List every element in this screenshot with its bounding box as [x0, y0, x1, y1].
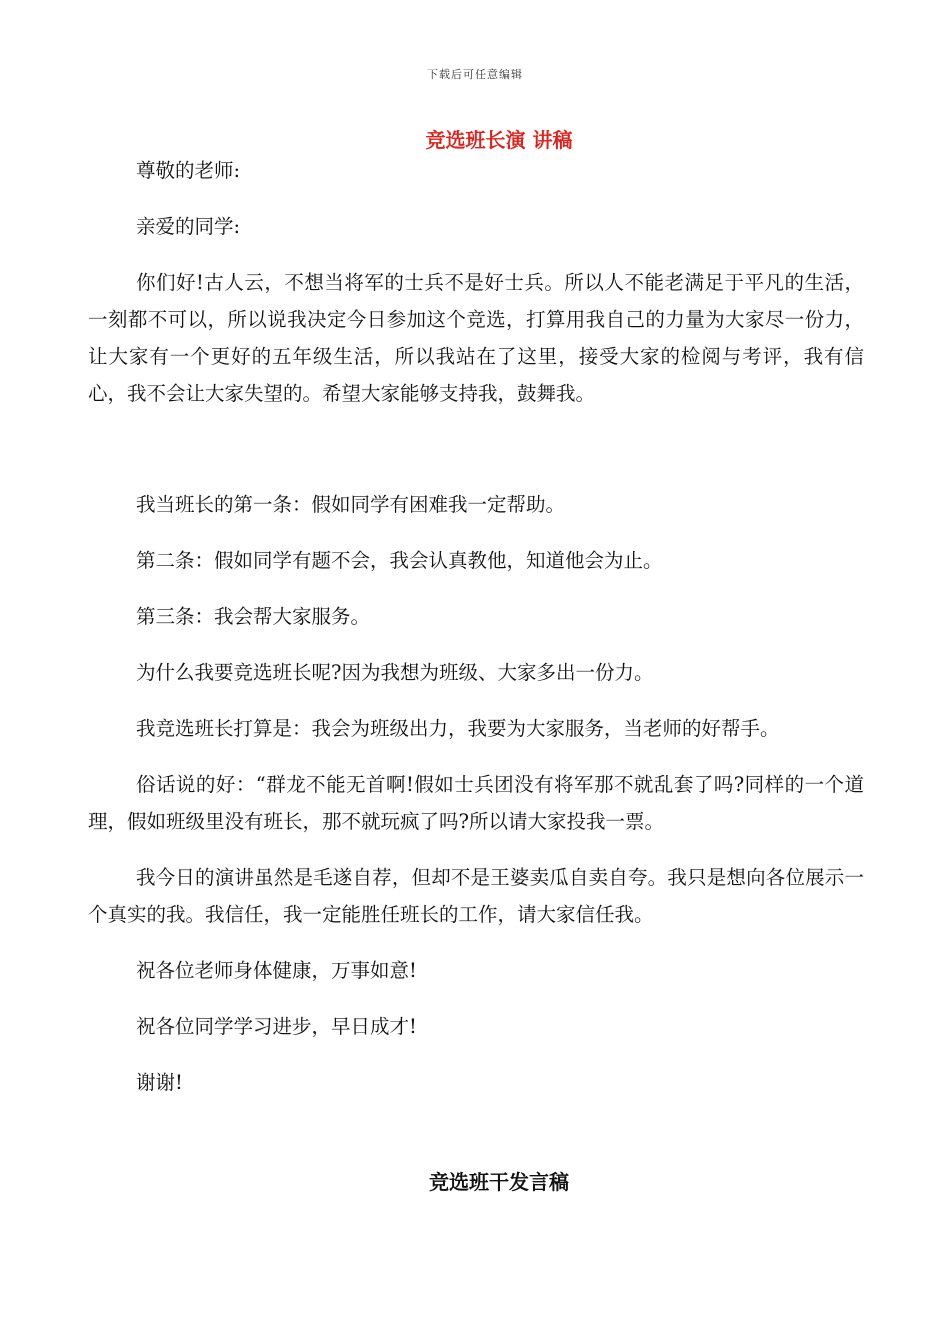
header-note: 下载后可任意编辑: [427, 68, 523, 81]
next-document-title: 竞选班干发言稿: [429, 1170, 569, 1194]
paragraph-wish-classmates: 祝各位同学学习进步，早日成才!: [136, 1015, 417, 1038]
paragraph-wish-teachers: 祝各位老师身体健康，万事如意!: [136, 959, 417, 982]
paragraph-intro: 你们好!古人云，不想当将军的士兵不是好士兵。所以人不能老满足于平凡的生活，一刻都不可以，所以说我决定今日参加这个竞选，打算用我自己的力量为大家尽一份力，让大家有一个更好的五年级生活，所以我站在了这里，接受大家的检阅与考评，我有信心，我不会让大家失望的。希望大家能够支持我，鼓舞我。: [88, 271, 864, 405]
document-title: 竞选班长演 讲稿: [425, 128, 573, 152]
salutation-classmates: 亲爱的同学:: [136, 215, 241, 238]
paragraph-pledge-3: 第三条：我会帮大家服务。: [136, 605, 371, 628]
paragraph-self-intro: 我今日的演讲虽然是毛遂自荐，但却不是王婆卖瓜自卖自夸。我只是想向各位展示一个真实的我。我信任，我一定能胜任班长的工作，请大家信任我。: [88, 866, 864, 926]
paragraph-thanks: 谢谢!: [136, 1071, 183, 1094]
salutation-teachers: 尊敬的老师:: [136, 159, 241, 182]
paragraph-pledge-1: 我当班长的第一条：假如同学有困难我一定帮助。: [136, 493, 566, 516]
paragraph-plan: 我竞选班长打算是：我会为班级出力，我要为大家服务，当老师的好帮手。: [136, 717, 780, 740]
paragraph-why: 为什么我要竞选班长呢?因为我想为班级、大家多出一份力。: [136, 661, 654, 684]
paragraph-proverb: 俗话说的好：“群龙不能无首啊!假如士兵团没有将军那不就乱套了吗?同样的一个道理，假如班级里没有班长，那不就玩疯了吗?所以请大家投我一票。: [88, 773, 864, 833]
paragraph-pledge-2: 第二条：假如同学有题不会，我会认真教他，知道他会为止。: [136, 549, 663, 572]
